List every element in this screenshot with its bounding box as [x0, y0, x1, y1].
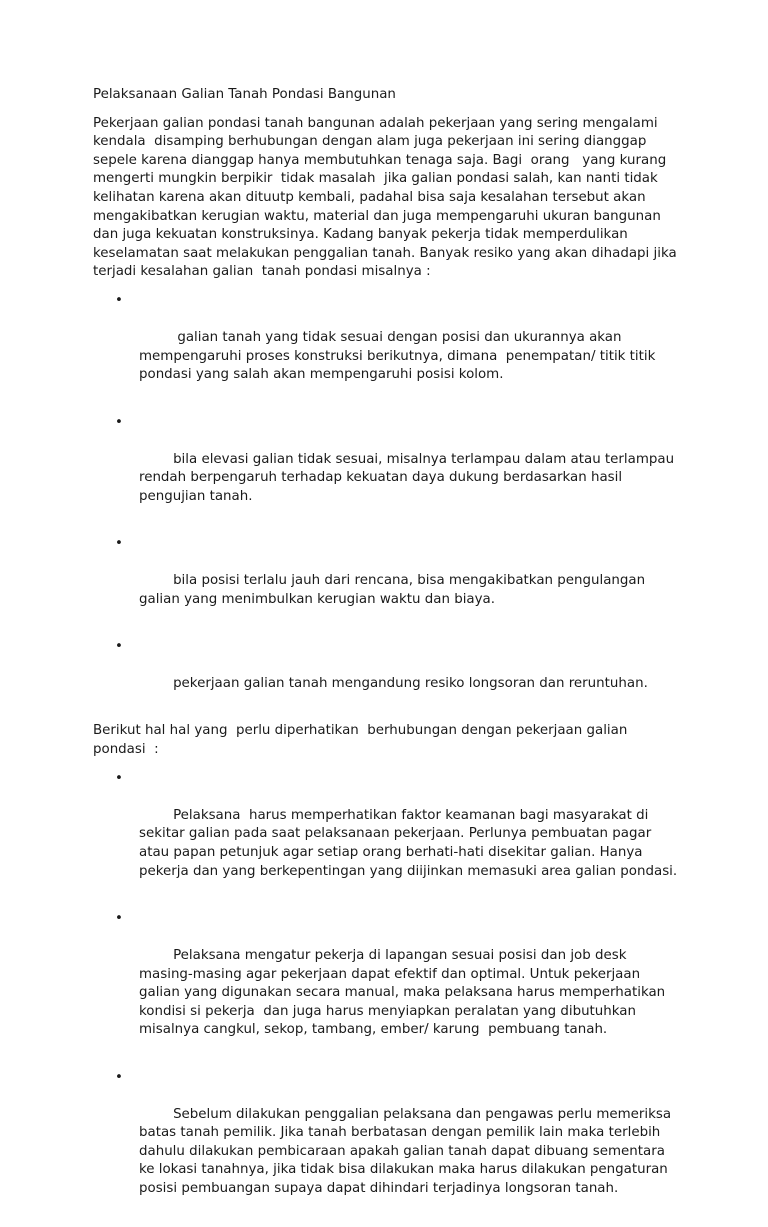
bullet-icon: •: [115, 292, 123, 308]
list-item-text: galian tanah yang tidak sesuai dengan posisi dan ukurannya akan mempengaruhi proses konstruksi berikutnya, dimana penempatan/ titik titik pondasi yang salah akan mempengaruhi posisi kolom.: [139, 330, 660, 383]
intro-paragraph: Pekerjaan galian pondasi tanah bangunan adalah pekerjaan yang sering mengalami kendala disamping berhubungan dengan alam juga pekerjaan ini sering dianggap sepele karena dianggap hanya membutuhkan tenaga saja. Bagi orang yang kurang mengerti mungkin berpikir tidak masalah jika galian pondasi salah, kan nanti tidak kelihatan karena akan dituutp kembali, padahal bisa saja kesalahan tersebut akan mengakibatkan kerugian waktu, material dan juga mempengaruhi ukuran bangunan dan juga kekuatan konstruksinya. Kadang banyak pekerja tidak memperdulikan keselamatan saat melakukan penggalian tanah. Banyak resiko yang akan dihadapi jika terjadi kesalahan galian tanah pondasi misalnya :: [93, 115, 681, 280]
bullet-icon: •: [115, 910, 123, 926]
bullet-icon: •: [115, 1069, 123, 1085]
document-body: [93, 86, 683, 1227]
list-item-text: Pelaksana mengatur pekerja di lapangan sesuai posisi dan job desk masing-masing agar pekerjaan dapat efektif dan optimal. Untuk pekerjaan galian yang digunakan secara manual, maka pelaksana harus memperhatikan kondisi si pekerja dan juga harus menyiapkan peralatan yang dibutuhkan misalnya cangkul, sekop, tambang, ember/ karung pembuang tanah.: [139, 947, 670, 1038]
list-item-text: pekerjaan galian tanah mengandung resiko longsoran dan reruntuhan.: [173, 676, 648, 692]
considerations-list: [93, 770, 683, 1218]
list-item: [93, 414, 679, 526]
list-item: [93, 770, 679, 900]
list-item-text: Pelaksana harus memperhatikan faktor keamanan bagi masyarakat di sekitar galian pada saat pelaksanaan pekerjaan. Perlunya pembuatan pagar atau papan petunjuk agar setiap orang berhati-hati disekitar galian. Hanya pekerja dan yang berkepentingan yang diijinkan memasuki area galian pondasi.: [139, 807, 678, 879]
list-item-text: Sebelum dilakukan penggalian pelaksana dan pengawas perlu memeriksa batas tanah pemilik. Jika tanah berbatasan dengan pemilik lain maka terlebih dahulu dilakukan pembicaraan apakah galian tanah dapat dibuang sementara ke lokasi tanahnya, jika tidak bisa dilakukan maka harus dilakukan pengaturan posisi pembuangan supaya dapat dihindari terjadinya longsoran tanah.: [139, 1106, 676, 1197]
document-title: Pelaksanaan Galian Tanah Pondasi Bangunan: [93, 87, 396, 102]
bullet-icon: •: [115, 536, 123, 552]
list-item: [93, 638, 679, 712]
list-item: [93, 535, 679, 628]
bullet-icon: •: [115, 639, 123, 655]
list-item-text: bila elevasi galian tidak sesuai, misalnya terlampau dalam atau terlampau rendah berpengaruh terhadap kekuatan daya dukung berdasarkan hasil pengujian tanah.: [139, 451, 679, 504]
bullet-icon: •: [115, 770, 123, 786]
list-item-text: bila posisi terlalu jauh dari rencana, bisa mengakibatkan pengulangan galian yang menimbulkan kerugian waktu dan biaya.: [139, 573, 650, 607]
bullet-icon: •: [115, 414, 123, 430]
risk-list: [93, 292, 683, 712]
considerations-intro: Berikut hal hal yang perlu diperhatikan berhubungan dengan pekerjaan galian pondasi :: [93, 723, 632, 757]
list-item: [93, 910, 679, 1059]
list-item: [93, 1069, 679, 1218]
list-item: [93, 292, 679, 404]
